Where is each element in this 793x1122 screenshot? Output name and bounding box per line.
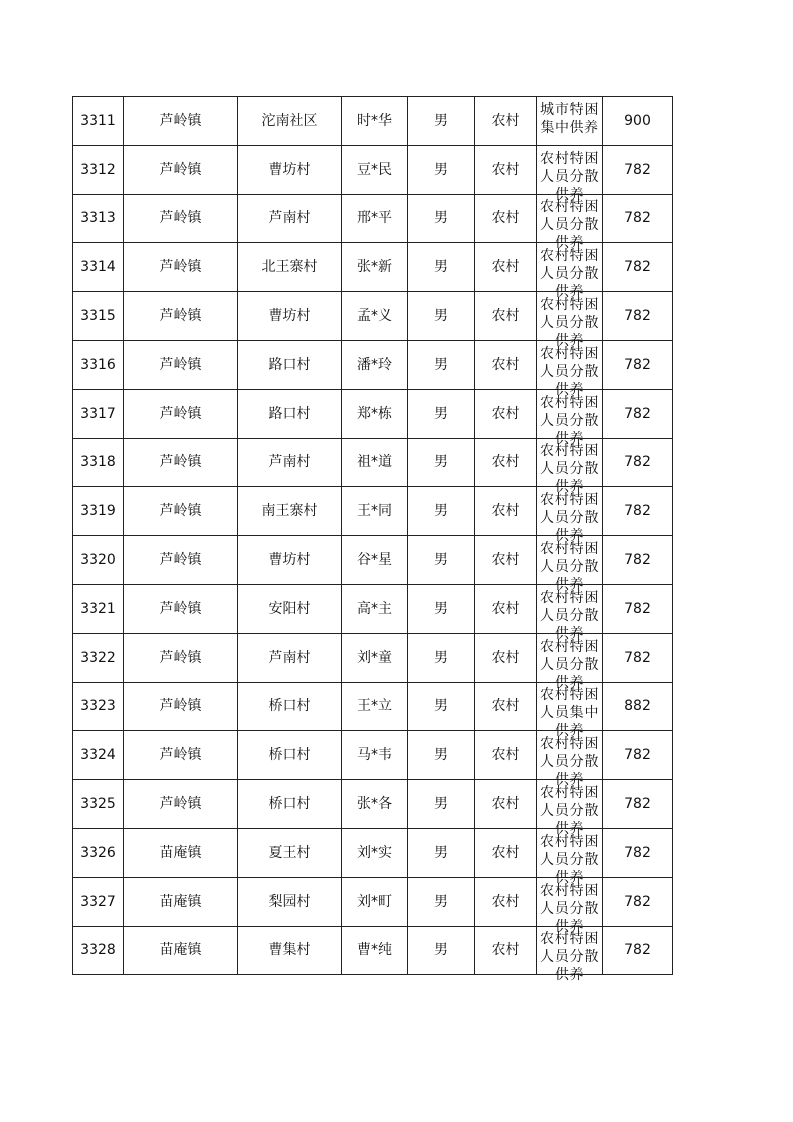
village-cell: 曹坊村 (238, 292, 342, 341)
amount-cell: 782 (603, 194, 673, 243)
support-type-cell (537, 536, 603, 594)
gender-cell: 男 (408, 584, 475, 633)
village-cell: 曹坊村 (238, 145, 342, 194)
support-type-cell (537, 194, 603, 252)
amount-cell: 782 (603, 731, 673, 780)
town-cell: 芦岭镇 (124, 145, 238, 194)
village-cell: 夏王村 (238, 828, 342, 877)
table-row (73, 780, 673, 829)
town-cell: 芦岭镇 (124, 292, 238, 341)
town-cell: 芦岭镇 (124, 389, 238, 438)
support-type-text: 农村特困人员分散供养 (540, 394, 599, 447)
residence-cell: 农村 (475, 243, 537, 292)
amount-cell: 782 (603, 487, 673, 536)
table-row (73, 877, 673, 926)
table-row (73, 97, 673, 146)
village-cell: 沱南社区 (238, 97, 342, 146)
person-name-cell: 高*主 (342, 584, 408, 633)
table-row (73, 438, 673, 487)
amount-cell: 782 (603, 633, 673, 682)
gender-cell: 男 (408, 145, 475, 194)
serial-number-cell: 3322 (73, 633, 124, 682)
support-type-cell (537, 731, 603, 789)
support-type-text: 农村特困人员分散供养 (540, 589, 599, 642)
amount-cell: 882 (603, 682, 673, 731)
gender-cell: 男 (408, 926, 475, 975)
residence-cell: 农村 (475, 780, 537, 829)
support-type-text: 农村特困人员分散供养 (540, 150, 599, 203)
gender-cell: 男 (408, 780, 475, 829)
support-type-cell (537, 633, 603, 691)
table-row (73, 243, 673, 292)
person-name-cell: 豆*民 (342, 145, 408, 194)
serial-number-cell: 3319 (73, 487, 124, 536)
village-cell: 曹集村 (238, 926, 342, 975)
amount-cell: 782 (603, 828, 673, 877)
person-name-cell: 刘*实 (342, 828, 408, 877)
table-row (73, 682, 673, 731)
serial-number-cell: 3324 (73, 731, 124, 780)
town-cell: 芦岭镇 (124, 780, 238, 829)
gender-cell: 男 (408, 438, 475, 487)
support-type-cell (537, 145, 603, 203)
town-cell: 芦岭镇 (124, 731, 238, 780)
town-cell: 芦岭镇 (124, 487, 238, 536)
gender-cell: 男 (408, 292, 475, 341)
village-cell: 路口村 (238, 389, 342, 438)
residence-cell: 农村 (475, 828, 537, 877)
person-name-cell: 张*新 (342, 243, 408, 292)
town-cell: 芦岭镇 (124, 340, 238, 389)
residence-cell: 农村 (475, 97, 537, 146)
town-cell: 芦岭镇 (124, 243, 238, 292)
support-type-text: 农村特困人员分散供养 (540, 297, 599, 350)
residence-cell: 农村 (475, 438, 537, 487)
gender-cell: 男 (408, 682, 475, 731)
amount-cell: 782 (603, 145, 673, 194)
amount-cell: 782 (603, 389, 673, 438)
serial-number-cell: 3325 (73, 780, 124, 829)
support-type-text: 农村特困人员分散供养 (540, 931, 599, 984)
town-cell: 芦岭镇 (124, 536, 238, 585)
serial-number-cell: 3316 (73, 340, 124, 389)
person-name-cell: 王*立 (342, 682, 408, 731)
residence-cell: 农村 (475, 926, 537, 975)
gender-cell: 男 (408, 828, 475, 877)
roster-body (73, 97, 673, 984)
village-cell: 北王寨村 (238, 243, 342, 292)
person-name-cell: 邢*平 (342, 194, 408, 243)
gender-cell: 男 (408, 487, 475, 536)
serial-number-cell: 3314 (73, 243, 124, 292)
gender-cell: 男 (408, 731, 475, 780)
support-type-text: 农村特困人员分散供养 (540, 248, 599, 301)
residence-cell: 农村 (475, 633, 537, 682)
residence-cell: 农村 (475, 292, 537, 341)
person-name-cell: 孟*义 (342, 292, 408, 341)
person-name-cell: 曹*纯 (342, 926, 408, 975)
serial-number-cell: 3327 (73, 877, 124, 926)
amount-cell: 782 (603, 438, 673, 487)
village-cell: 安阳村 (238, 584, 342, 633)
person-name-cell: 祖*道 (342, 438, 408, 487)
amount-cell: 782 (603, 340, 673, 389)
gender-cell: 男 (408, 877, 475, 926)
residence-cell: 农村 (475, 584, 537, 633)
amount-cell: 782 (603, 243, 673, 292)
support-type-text: 农村特困人员分散供养 (540, 443, 599, 496)
support-type-cell (537, 97, 603, 146)
table-row (73, 584, 673, 633)
support-type-cell (537, 780, 603, 838)
town-cell: 苗庵镇 (124, 926, 238, 975)
support-type-cell (537, 389, 603, 447)
table-row (73, 926, 673, 975)
support-type-text: 农村特困人员分散供养 (540, 638, 599, 691)
residence-cell: 农村 (475, 194, 537, 243)
amount-cell: 782 (603, 877, 673, 926)
residence-cell: 农村 (475, 389, 537, 438)
gender-cell: 男 (408, 633, 475, 682)
serial-number-cell: 3320 (73, 536, 124, 585)
gender-cell: 男 (408, 340, 475, 389)
support-type-text: 城市特困集中供养 (540, 101, 599, 136)
table-row (73, 389, 673, 438)
table-row (73, 633, 673, 682)
person-name-cell: 刘*町 (342, 877, 408, 926)
person-name-cell: 张*各 (342, 780, 408, 829)
table-row (73, 145, 673, 194)
support-type-cell (537, 438, 603, 496)
table-row (73, 340, 673, 389)
serial-number-cell: 3318 (73, 438, 124, 487)
village-cell: 芦南村 (238, 194, 342, 243)
town-cell: 芦岭镇 (124, 633, 238, 682)
support-type-text: 农村特困人员分散供养 (540, 785, 599, 838)
support-type-text: 农村特困人员分散供养 (540, 882, 599, 935)
amount-cell: 900 (603, 97, 673, 146)
town-cell: 苗庵镇 (124, 877, 238, 926)
amount-cell: 782 (603, 780, 673, 829)
serial-number-cell: 3321 (73, 584, 124, 633)
village-cell: 梨园村 (238, 877, 342, 926)
village-cell: 曹坊村 (238, 536, 342, 585)
support-type-cell (537, 877, 603, 935)
town-cell: 苗庵镇 (124, 828, 238, 877)
amount-cell: 782 (603, 292, 673, 341)
table-row (73, 731, 673, 780)
village-cell: 路口村 (238, 340, 342, 389)
support-type-cell (537, 584, 603, 642)
amount-cell: 782 (603, 584, 673, 633)
village-cell: 桥口村 (238, 780, 342, 829)
support-type-cell (537, 487, 603, 545)
town-cell: 芦岭镇 (124, 194, 238, 243)
serial-number-cell: 3317 (73, 389, 124, 438)
amount-cell: 782 (603, 536, 673, 585)
person-name-cell: 潘*玲 (342, 340, 408, 389)
village-cell: 芦南村 (238, 633, 342, 682)
serial-number-cell: 3311 (73, 97, 124, 146)
support-type-text: 农村特困人员分散供养 (540, 345, 599, 398)
residence-cell: 农村 (475, 487, 537, 536)
person-name-cell: 谷*星 (342, 536, 408, 585)
residence-cell: 农村 (475, 877, 537, 926)
person-name-cell: 时*华 (342, 97, 408, 146)
support-type-text: 农村特困人员分散供养 (540, 492, 599, 545)
roster-table (72, 96, 673, 984)
person-name-cell: 郑*栋 (342, 389, 408, 438)
serial-number-cell: 3328 (73, 926, 124, 975)
residence-cell: 农村 (475, 536, 537, 585)
village-cell: 桥口村 (238, 682, 342, 731)
residence-cell: 农村 (475, 682, 537, 731)
table-row (73, 292, 673, 341)
gender-cell: 男 (408, 97, 475, 146)
village-cell: 芦南村 (238, 438, 342, 487)
support-type-cell (537, 340, 603, 398)
gender-cell: 男 (408, 243, 475, 292)
serial-number-cell: 3326 (73, 828, 124, 877)
support-type-cell (537, 682, 603, 740)
town-cell: 芦岭镇 (124, 97, 238, 146)
amount-cell: 782 (603, 926, 673, 975)
support-type-text: 农村特困人员分散供养 (540, 541, 599, 594)
support-type-text: 农村特困人员分散供养 (540, 736, 599, 789)
serial-number-cell: 3312 (73, 145, 124, 194)
support-type-cell (537, 292, 603, 350)
table-row (73, 487, 673, 536)
person-name-cell: 马*韦 (342, 731, 408, 780)
village-cell: 桥口村 (238, 731, 342, 780)
town-cell: 芦岭镇 (124, 682, 238, 731)
town-cell: 芦岭镇 (124, 438, 238, 487)
residence-cell: 农村 (475, 731, 537, 780)
village-cell: 南王寨村 (238, 487, 342, 536)
table-row (73, 536, 673, 585)
gender-cell: 男 (408, 194, 475, 243)
gender-cell: 男 (408, 536, 475, 585)
support-type-cell (537, 926, 603, 984)
person-name-cell: 刘*童 (342, 633, 408, 682)
support-type-cell (537, 243, 603, 301)
person-name-cell: 王*同 (342, 487, 408, 536)
residence-cell: 农村 (475, 340, 537, 389)
town-cell: 芦岭镇 (124, 584, 238, 633)
table-row (73, 828, 673, 877)
serial-number-cell: 3323 (73, 682, 124, 731)
serial-number-cell: 3315 (73, 292, 124, 341)
support-type-text: 农村特困人员集中供养 (540, 687, 599, 740)
table-row (73, 194, 673, 243)
serial-number-cell: 3313 (73, 194, 124, 243)
gender-cell: 男 (408, 389, 475, 438)
support-type-text: 农村特困人员分散供养 (540, 199, 599, 252)
support-type-cell (537, 828, 603, 886)
support-type-text: 农村特困人员分散供养 (540, 833, 599, 886)
residence-cell: 农村 (475, 145, 537, 194)
